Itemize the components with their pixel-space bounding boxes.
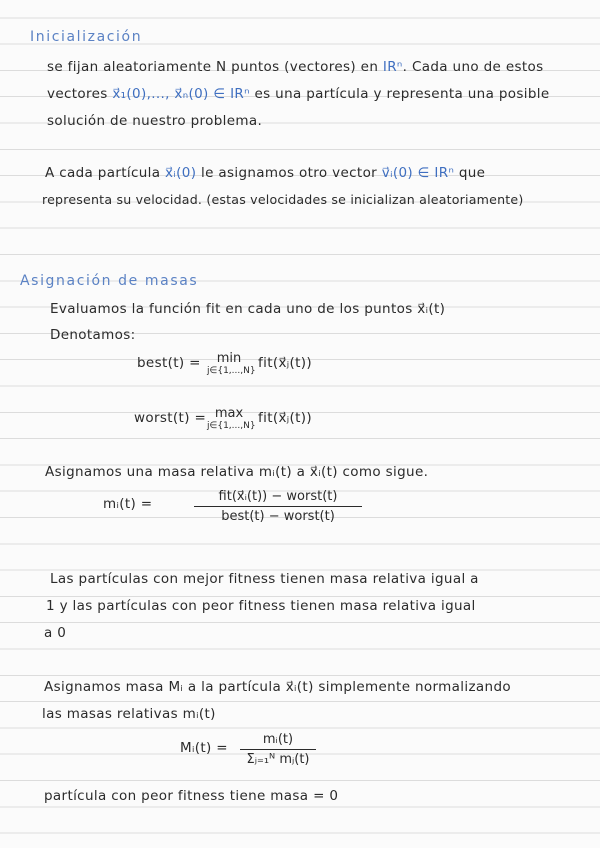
formula-worst-operator	[207, 406, 256, 431]
math-xit: x⃗ᵢ(t)	[417, 301, 446, 317]
math-xit: x⃗ᵢ(t)	[285, 679, 314, 695]
masses-line-1	[50, 301, 445, 317]
text: es una partícula y representa una posible	[249, 86, 550, 102]
math-mit: mᵢ(t)	[258, 464, 292, 480]
text: Asignamos masa	[44, 679, 169, 695]
math-vi0: v⃗ᵢ(0) ∈ IRⁿ	[381, 165, 455, 181]
formula-lhs: worst(t) =	[134, 410, 207, 426]
masses-line-7	[44, 679, 511, 695]
fraction-bar	[194, 506, 362, 507]
text: Asignamos una masa relativa	[45, 464, 259, 480]
text: a la partícula	[183, 679, 286, 695]
init-line-4	[45, 165, 485, 181]
fraction-bar	[240, 749, 316, 750]
init-line-1	[47, 59, 544, 75]
text: . Cada uno de estos	[402, 59, 544, 75]
text: Evaluamos la función	[50, 301, 206, 317]
formula-mass-fraction	[240, 732, 316, 767]
fraction-denominator: best(t) − worst(t)	[221, 509, 335, 524]
init-line-3: solución de nuestro problema.	[47, 113, 263, 129]
text: a	[291, 464, 310, 480]
operator: max	[214, 406, 244, 421]
formula-relative-mass-lhs: mᵢ(t) =	[103, 496, 153, 512]
text: en cada uno de los puntos	[220, 301, 418, 317]
formula-best-operator	[207, 351, 256, 376]
formula-best	[137, 355, 201, 371]
formula-mass-lhs: Mᵢ(t) =	[180, 740, 228, 756]
formula-worst	[134, 410, 206, 426]
operator-index: j∈{1,...,N}	[207, 366, 256, 376]
fraction-numerator: fit(x⃗ᵢ(t)) − worst(t)	[218, 489, 338, 504]
operator-index: j∈{1,...,N}	[207, 421, 256, 431]
masses-line-3	[45, 464, 428, 480]
masses-line-2: Denotamos:	[50, 327, 136, 343]
math-rn: IRⁿ	[382, 59, 403, 75]
text: que	[454, 165, 486, 181]
text: le asignamos otro vector	[196, 165, 382, 181]
text: se fijan aleatoriamente N puntos (vectores) en	[47, 59, 383, 75]
formula-relative-mass-fraction	[194, 489, 362, 524]
formula-worst-rhs: fit(x⃗ⱼ(t))	[258, 410, 313, 426]
section-heading-mass-assignment: Asignación de masas	[20, 273, 199, 289]
fraction-numerator: mᵢ(t)	[262, 732, 294, 747]
masses-line-9: partícula con peor fitness tiene masa = 0	[44, 788, 339, 804]
init-line-5: representa su velocidad. (estas velocidades se inicializan aleatoriamente)	[42, 192, 524, 207]
text: A cada partícula	[45, 165, 166, 181]
masses-line-5: 1 y las partículas con peor fitness tienen masa relativa igual	[46, 598, 476, 614]
text: vectores	[47, 86, 113, 102]
masses-line-8	[42, 706, 216, 722]
math-fit: fit	[205, 301, 221, 317]
init-line-2	[47, 86, 550, 102]
math-Mi: Mᵢ	[168, 679, 184, 695]
math-mit: mᵢ(t)	[182, 706, 216, 722]
math-vectors: x⃗₁(0),..., x⃗ₙ(0) ∈ IRⁿ	[112, 86, 250, 102]
math-xi0: x⃗ᵢ(0)	[165, 165, 197, 181]
section-heading-initialization: Inicialización	[30, 29, 143, 45]
text: simplemente normalizando	[313, 679, 511, 695]
operator: min	[216, 351, 242, 366]
formula-lhs: best(t) =	[137, 355, 201, 371]
text: las masas relativas	[42, 706, 183, 722]
math-xit: x⃗ᵢ(t)	[309, 464, 338, 480]
formula-best-rhs: fit(x⃗ⱼ(t))	[258, 355, 313, 371]
masses-line-6: a 0	[44, 625, 67, 641]
fraction-denominator: Σⱼ₌₁ᴺ mⱼ(t)	[246, 752, 310, 767]
masses-line-4: Las partículas con mejor fitness tienen masa relativa igual a	[50, 571, 479, 587]
text: como sigue.	[337, 464, 429, 480]
